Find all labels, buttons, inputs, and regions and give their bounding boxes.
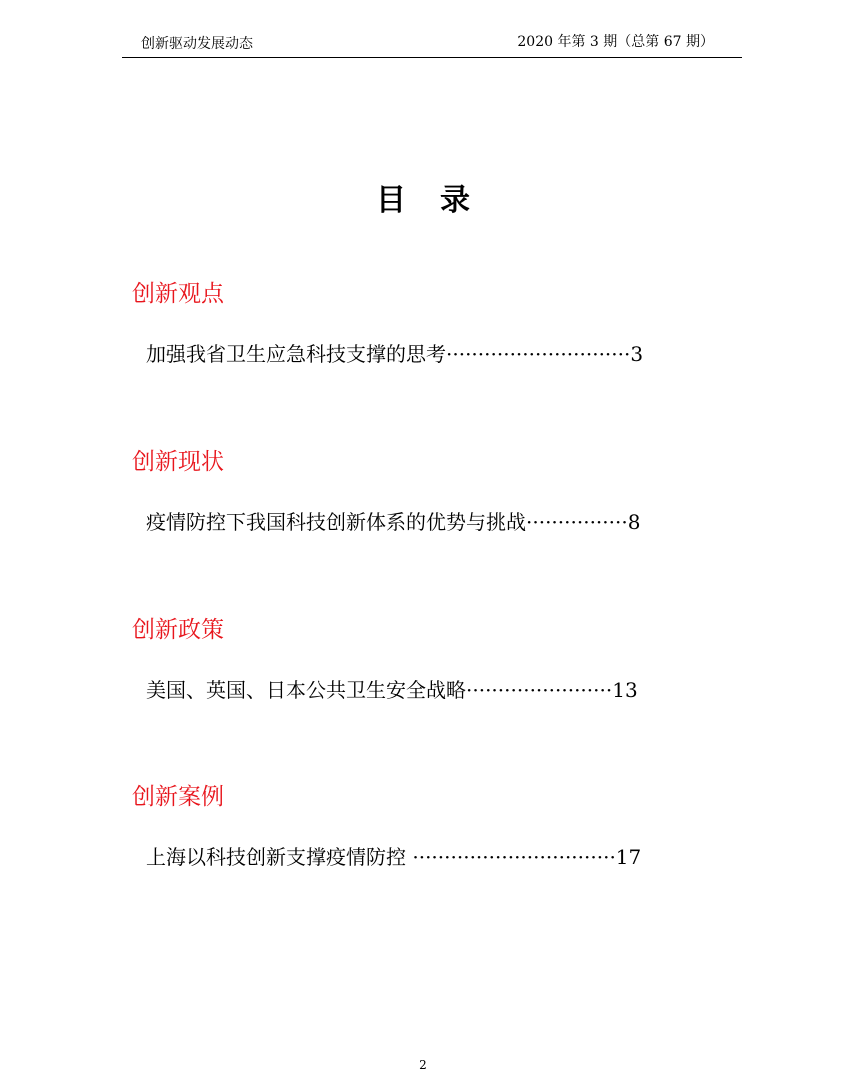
toc-entry-text: 上海以科技创新支撑疫情防控 <box>146 845 413 869</box>
toc-entry-page: 17 <box>615 845 642 869</box>
toc-entry-page: 13 <box>612 678 638 702</box>
toc-entry-text: 疫情防控下我国科技创新体系的优势与挑战 <box>146 510 526 534</box>
toc-entry[interactable] <box>146 844 641 870</box>
toc-entry-text: 加强我省卫生应急科技支撑的思考 <box>146 342 446 366</box>
section-heading: 创新政策 <box>132 617 224 643</box>
toc-entry-page: 3 <box>630 342 644 366</box>
footer-page-number: 2 <box>419 1058 427 1072</box>
toc-entry-page: 8 <box>627 510 641 534</box>
toc-title: 目录 <box>376 183 504 218</box>
toc-entry[interactable] <box>146 341 643 367</box>
header-publication-name: 创新驱动发展动态 <box>141 36 253 52</box>
toc-leader-dots: ································ <box>412 845 616 869</box>
toc-leader-dots: ················ <box>526 510 628 534</box>
header-divider <box>122 57 742 58</box>
toc-leader-dots: ······················· <box>466 678 613 702</box>
toc-entry[interactable] <box>146 509 640 535</box>
toc-leader-dots: ····························· <box>446 342 631 366</box>
section-heading: 创新现状 <box>132 449 224 475</box>
section-heading: 创新案例 <box>132 784 224 810</box>
toc-entry[interactable] <box>146 677 638 703</box>
section-heading: 创新观点 <box>132 281 224 307</box>
header-issue-info: 2020 年第 3 期（总第 67 期） <box>517 34 714 50</box>
toc-entry-text: 美国、英国、日本公共卫生安全战略 <box>146 678 466 702</box>
